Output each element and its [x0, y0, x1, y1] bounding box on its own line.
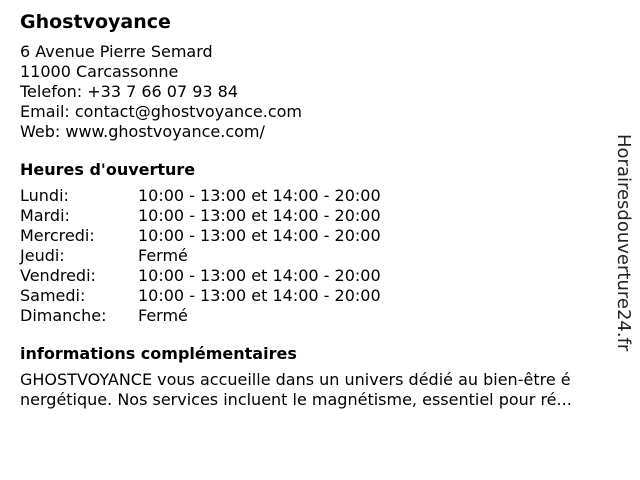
website-text: Web: www.ghostvoyance.com/ — [20, 122, 265, 141]
address-line-street: 6 Avenue Pierre Semard — [20, 42, 213, 61]
email-text: Email: contact@ghostvoyance.com — [20, 102, 303, 121]
site-watermark: Horairesdouverture24.fr — [613, 134, 634, 352]
hours-time: 10:00 - 13:00 et 14:00 - 20:00 — [138, 206, 381, 225]
contact-block — [20, 42, 620, 142]
hours-time: 10:00 - 13:00 et 14:00 - 20:00 — [138, 266, 381, 285]
hours-row — [20, 266, 620, 286]
hours-day: Vendredi: — [20, 266, 96, 285]
hours-row — [20, 286, 620, 306]
business-card — [20, 10, 620, 410]
hours-title: Heures d'ouverture — [20, 160, 196, 179]
hours-day: Jeudi: — [20, 246, 65, 265]
hours-time: 10:00 - 13:00 et 14:00 - 20:00 — [138, 226, 381, 245]
hours-day: Mardi: — [20, 206, 70, 225]
hours-day: Dimanche: — [20, 306, 107, 325]
hours-row — [20, 246, 620, 266]
hours-day: Samedi: — [20, 286, 86, 305]
phone-text: Telefon: +33 7 66 07 93 84 — [20, 82, 239, 101]
hours-time: Fermé — [138, 246, 188, 265]
hours-time: 10:00 - 13:00 et 14:00 - 20:00 — [138, 286, 381, 305]
info-title: informations complémentaires — [20, 344, 297, 363]
hours-row — [20, 306, 620, 326]
hours-table — [20, 186, 620, 326]
hours-row — [20, 206, 620, 226]
hours-day: Mercredi: — [20, 226, 95, 245]
hours-day: Lundi: — [20, 186, 69, 205]
info-text-line-2: nergétique. Nos services incluent le magnétisme, essentiel pour ré... — [20, 390, 572, 409]
hours-row — [20, 226, 620, 246]
info-text-line-1: GHOSTVOYANCE vous accueille dans un univers dédié au bien-être é — [20, 370, 571, 389]
business-name: Ghostvoyance — [20, 11, 171, 33]
hours-time: Fermé — [138, 306, 188, 325]
hours-time: 10:00 - 13:00 et 14:00 - 20:00 — [138, 186, 381, 205]
address-line-city: 11000 Carcassonne — [20, 62, 179, 81]
hours-row — [20, 186, 620, 206]
